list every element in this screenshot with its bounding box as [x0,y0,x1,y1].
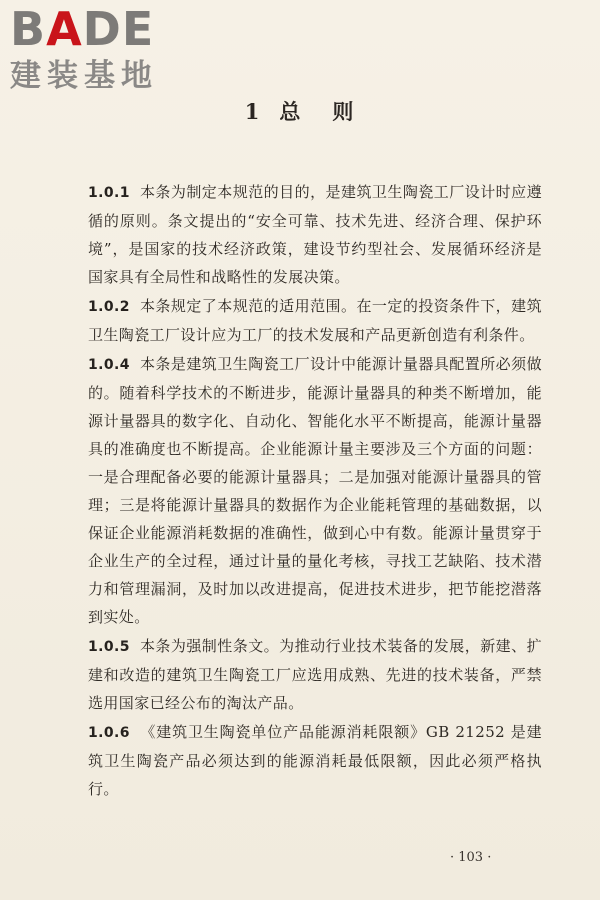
section-paragraph [88,350,542,631]
logo-wordmark [10,4,180,54]
section-number: 1.0.6 [88,725,130,741]
section-paragraph [88,178,542,291]
chapter-number: 1 [244,99,262,124]
logo-subtitle: 建装基地 [10,58,158,94]
section-number: 1.0.1 [88,185,130,201]
page-number: · 103 · [450,850,492,865]
section-text: 本条是建筑卫生陶瓷工厂设计中能源计量器具配置所必须做的。随着科学技术的不断进步，能源计量器具的种类不断增加，能源计量器具的数字化、自动化、智能化水平不断提高，能源计量器具的准确度也不断提高。企业能源计量主要涉及三个方面的问题：一是合理配备必要的能源计量器具；二是加强对能源计量器具的管理；三是将能源计量器具的数据作为企业能耗管理的基础数据，以保证企业能源消耗数据的准确性，做到心中有数。能源计量贯穿于企业生产的全过程，通过计量的量化考核，寻找工艺缺陷、技术潜力和管理漏洞，及时加以改进提高，促进技术进步，把节能挖潜落到实处。 [88,355,542,626]
section-paragraph [88,718,542,803]
section-number: 1.0.4 [88,357,130,373]
section-paragraph [88,632,542,717]
chapter-title-part2: 则 [332,99,356,124]
section-number: 1.0.2 [88,299,130,315]
section-text: 本条为强制性条文。为推动行业技术装备的发展，新建、扩建和改造的建筑卫生陶瓷工厂应选用成熟、先进的技术装备，严禁选用国家已经公布的淘汰产品。 [88,637,542,712]
logo-letters-de: DE [82,2,155,56]
chapter-title-part1: 总 [279,99,303,124]
body-content [88,178,542,804]
logo-letter-b: B [10,2,47,56]
section-number: 1.0.5 [88,639,130,655]
chapter-title [0,96,600,126]
bade-logo [10,4,180,96]
section-text: 《建筑卫生陶瓷单位产品能源消耗限额》GB 21252 是建筑卫生陶瓷产品必须达到的能源消耗最低限额，因此必须严格执行。 [88,723,542,798]
section-text: 本条规定了本规范的适用范围。在一定的投资条件下，建筑卫生陶瓷工厂设计应为工厂的技术发展和产品更新创造有利条件。 [88,297,542,344]
section-text: 本条为制定本规范的目的，是建筑卫生陶瓷工厂设计时应遵循的原则。条文提出的“安全可靠、技术先进、经济合理、保护环境”，是国家的技术经济政策，建设节约型社会、发展循环经济是国家具有全局性和战略性的发展决策。 [88,183,542,286]
logo-letter-a: A [46,2,83,56]
section-paragraph [88,292,542,349]
